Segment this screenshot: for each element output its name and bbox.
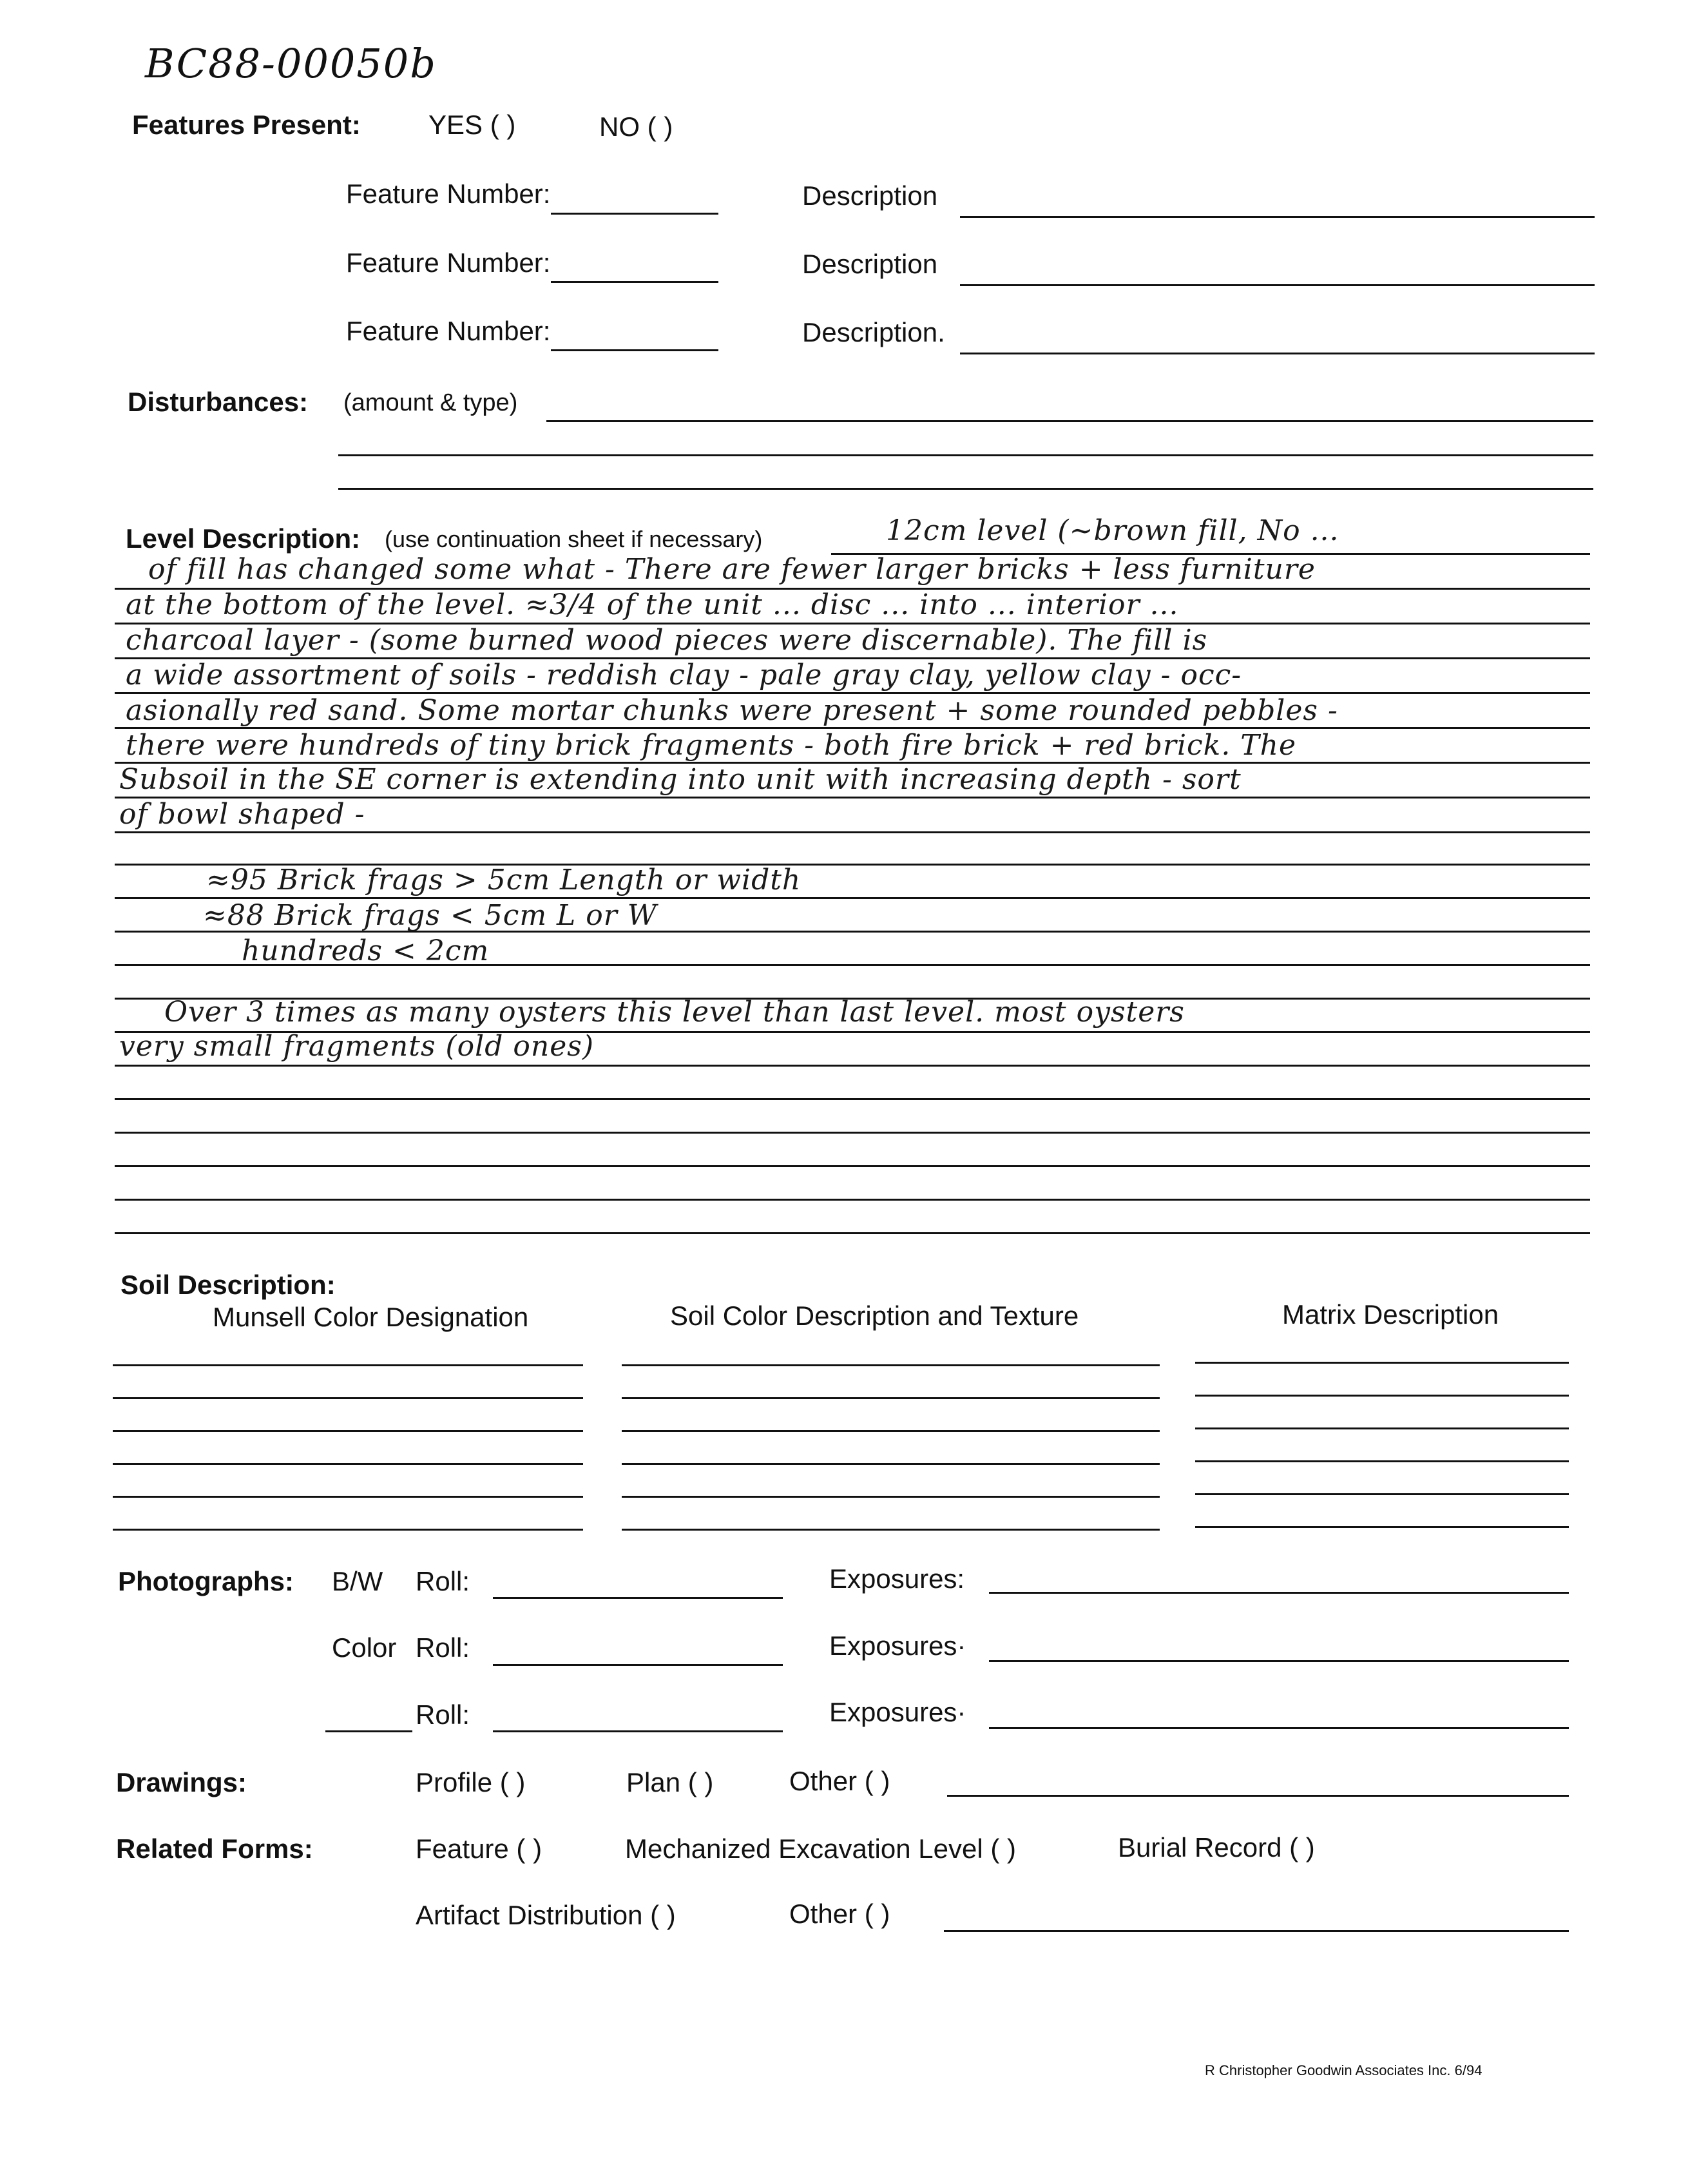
disturbances-field-3[interactable]: [338, 488, 1593, 490]
drawing-plan-checkbox[interactable]: Plan ( ): [626, 1767, 714, 1797]
disturbances-field-2[interactable]: [338, 454, 1593, 456]
level-rule: [115, 623, 1590, 624]
level-rule: [115, 897, 1590, 899]
photo-roll-label-1: Roll:: [416, 1566, 470, 1596]
level-rule: [115, 998, 1590, 1000]
level-rule: [115, 1098, 1590, 1100]
level-rule: [115, 588, 1590, 590]
photo-bw-exposures-field[interactable]: [989, 1592, 1569, 1594]
level-rule: [115, 864, 1590, 866]
description-label-1: Description: [802, 180, 938, 211]
handwritten-note-line: Subsoil in the SE corner is extending into unit with increasing depth - sort: [119, 763, 1242, 796]
level-description-hint: (use continuation sheet if necessary): [385, 526, 763, 552]
photo-exposures-label-1: Exposures:: [829, 1563, 965, 1594]
feature-number-field-3[interactable]: [551, 349, 718, 351]
soil-col-matrix: Matrix Description: [1282, 1299, 1499, 1330]
munsell-field[interactable]: [113, 1397, 583, 1399]
description-field-3[interactable]: [960, 353, 1595, 354]
level-rule: [115, 727, 1590, 729]
related-burial-checkbox[interactable]: Burial Record ( ): [1118, 1832, 1315, 1863]
related-feature-checkbox[interactable]: Feature ( ): [416, 1834, 542, 1864]
photo-other-roll-field[interactable]: [493, 1730, 783, 1732]
handwritten-note-line: a wide assortment of soils - reddish clay - pale gray clay, yellow clay - occ-: [126, 659, 1242, 692]
level-rule: [115, 797, 1590, 798]
munsell-field[interactable]: [113, 1496, 583, 1498]
soil-col-munsell: Munsell Color Designation: [213, 1302, 529, 1332]
matrix-field[interactable]: [1195, 1493, 1569, 1495]
soil-color-texture-field[interactable]: [622, 1529, 1160, 1531]
munsell-field[interactable]: [113, 1430, 583, 1432]
feature-number-field-2[interactable]: [551, 281, 718, 283]
disturbances-field-1[interactable]: [546, 420, 1593, 422]
form-id: BC88-00050b: [145, 40, 437, 87]
munsell-field[interactable]: [113, 1529, 583, 1531]
handwritten-count-line: ≈88 Brick frags < 5cm L or W: [203, 899, 657, 932]
description-field-1[interactable]: [960, 216, 1595, 218]
level-rule: [115, 831, 1590, 833]
level-rule: [115, 657, 1590, 659]
level-rule: [115, 1065, 1590, 1067]
photo-color-roll-field[interactable]: [493, 1664, 783, 1666]
photo-exposures-label-2: Exposures·: [829, 1630, 966, 1661]
level-rule: [115, 1199, 1590, 1201]
related-forms-label: Related Forms:: [116, 1834, 313, 1864]
soil-description-label: Soil Description:: [120, 1270, 336, 1300]
matrix-field[interactable]: [1195, 1395, 1569, 1397]
feature-number-label-2: Feature Number:: [346, 247, 551, 278]
handwritten-note-line: at the bottom of the level. ≈3/4 of the unit ... disc ... into ... interior ...: [126, 588, 1179, 621]
munsell-field[interactable]: [113, 1463, 583, 1465]
level-rule: [115, 762, 1590, 764]
features-yes-checkbox[interactable]: YES ( ): [428, 110, 516, 140]
drawing-other-checkbox[interactable]: Other ( ): [789, 1766, 890, 1796]
matrix-field[interactable]: [1195, 1460, 1569, 1462]
handwritten-note-line: 12cm level (~brown fill, No ...: [886, 514, 1339, 547]
description-label-3: Description.: [802, 317, 945, 347]
handwritten-note-line: of bowl shaped -: [119, 798, 365, 831]
handwritten-oyster-line: Over 3 times as many oysters this level than last level. most oysters: [164, 996, 1185, 1029]
drawing-other-field[interactable]: [947, 1795, 1569, 1797]
related-other-field[interactable]: [944, 1930, 1569, 1932]
level-rule: [115, 692, 1590, 694]
soil-color-texture-field[interactable]: [622, 1463, 1160, 1465]
description-field-2[interactable]: [960, 284, 1595, 286]
soil-color-texture-field[interactable]: [622, 1397, 1160, 1399]
matrix-field[interactable]: [1195, 1362, 1569, 1364]
handwritten-note-line: asionally red sand. Some mortar chunks were present + some rounded pebbles -: [126, 694, 1338, 727]
drawing-profile-checkbox[interactable]: Profile ( ): [416, 1767, 526, 1797]
handwritten-count-line: ≈95 Brick frags > 5cm Length or width: [206, 864, 801, 896]
photo-roll-label-3: Roll:: [416, 1699, 470, 1730]
related-other-checkbox[interactable]: Other ( ): [789, 1899, 890, 1929]
photo-exposures-label-3: Exposures·: [829, 1697, 966, 1727]
level-rule: [831, 553, 1590, 555]
disturbances-hint: (amount & type): [343, 389, 518, 416]
drawings-label: Drawings:: [116, 1767, 247, 1797]
feature-number-label-1: Feature Number:: [346, 179, 551, 209]
soil-color-texture-field[interactable]: [622, 1364, 1160, 1366]
level-rule: [115, 1232, 1590, 1234]
photo-color-exposures-field[interactable]: [989, 1660, 1569, 1662]
handwritten-note-line: charcoal layer - (some burned wood pieces were discernable). The fill is: [126, 624, 1208, 657]
feature-number-label-3: Feature Number:: [346, 316, 551, 346]
munsell-field[interactable]: [113, 1364, 583, 1366]
disturbances-label: Disturbances:: [128, 387, 309, 417]
level-rule: [115, 931, 1590, 933]
features-present-label: Features Present:: [132, 110, 361, 140]
level-rule: [115, 964, 1590, 966]
photo-color-label: Color: [332, 1632, 397, 1663]
photo-other-exposures-field[interactable]: [989, 1727, 1569, 1729]
footer-credit: R Christopher Goodwin Associates Inc. 6/94: [1205, 2062, 1483, 2078]
photo-bw-roll-field[interactable]: [493, 1597, 783, 1599]
soil-color-texture-field[interactable]: [622, 1430, 1160, 1432]
level-rule: [115, 1132, 1590, 1134]
features-no-checkbox[interactable]: NO ( ): [599, 111, 673, 142]
photographs-label: Photographs:: [118, 1566, 294, 1596]
level-rule: [115, 1031, 1590, 1033]
photo-bw-label: B/W: [332, 1566, 383, 1596]
handwritten-note-line: of fill has changed some what - There are fewer larger bricks + less furniture: [148, 553, 1316, 586]
description-label-2: Description: [802, 249, 938, 279]
soil-col-color-texture: Soil Color Description and Texture: [670, 1301, 1079, 1331]
related-mechanized-checkbox[interactable]: Mechanized Excavation Level ( ): [625, 1834, 1016, 1864]
soil-color-texture-field[interactable]: [622, 1496, 1160, 1498]
feature-number-field-1[interactable]: [551, 213, 718, 215]
level-rule: [115, 1165, 1590, 1167]
photo-other-type-field[interactable]: [325, 1730, 412, 1732]
matrix-field[interactable]: [1195, 1427, 1569, 1429]
matrix-field[interactable]: [1195, 1526, 1569, 1528]
handwritten-oyster-line: very small fragments (old ones): [119, 1030, 594, 1063]
handwritten-count-line: hundreds < 2cm: [242, 934, 490, 967]
level-description-label: Level Description:: [126, 523, 361, 554]
handwritten-note-line: there were hundreds of tiny brick fragments - both fire brick + red brick. The: [126, 729, 1297, 762]
related-artifact-checkbox[interactable]: Artifact Distribution ( ): [416, 1900, 676, 1930]
photo-roll-label-2: Roll:: [416, 1632, 470, 1663]
